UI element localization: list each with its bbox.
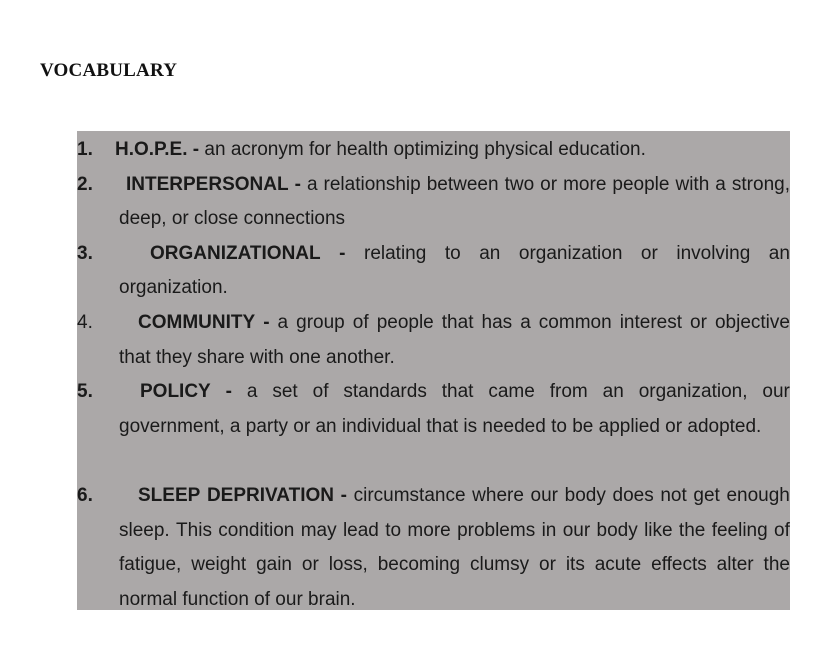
- definition-word: not: [660, 485, 687, 506]
- definition-word: a: [520, 312, 531, 333]
- definition-word: where: [472, 485, 524, 506]
- definition-word: group: [296, 312, 345, 333]
- definition-word: with: [675, 173, 710, 195]
- definition-word: adopted.: [682, 415, 762, 437]
- definition-word: acute: [594, 554, 642, 576]
- term-word: -: [339, 242, 346, 264]
- item-number: 5.: [77, 381, 93, 403]
- definition-word: a: [246, 381, 258, 403]
- definition-word: close: [188, 208, 239, 230]
- vocab-item-line: [77, 308, 790, 338]
- definition-word: that: [441, 312, 474, 333]
- definition-word: government,: [119, 415, 225, 437]
- definition-word: physical: [479, 139, 553, 160]
- vocab-item-line: [77, 204, 790, 234]
- term-word: -: [225, 381, 232, 403]
- definition-word: relationship: [323, 173, 421, 195]
- definition-word: that: [421, 415, 459, 437]
- definition-word: to: [545, 415, 567, 437]
- definition-word: objective: [714, 312, 790, 333]
- definition-word: a: [715, 173, 726, 195]
- definition-word: of: [774, 519, 790, 541]
- definition-word: does: [612, 485, 654, 506]
- term-word: ORGANIZATIONAL: [150, 242, 321, 264]
- definition-word: needed: [477, 415, 546, 437]
- definition-word: an: [479, 242, 501, 264]
- vocab-item-line: [77, 585, 790, 610]
- definition-word: an: [768, 242, 790, 264]
- definition-word: to: [444, 242, 461, 264]
- definition-word: or: [659, 415, 683, 437]
- definition-word: with: [244, 346, 284, 368]
- term-word: DEPRIVATION: [206, 485, 334, 506]
- definition-word: of: [312, 381, 329, 403]
- definition-word: connections: [238, 208, 346, 230]
- definition-word: standards: [343, 381, 427, 403]
- item-number: 2.: [77, 173, 93, 195]
- definition-word: came: [488, 381, 535, 403]
- term-word: INTERPERSONAL: [126, 173, 289, 195]
- definition-word: our: [562, 519, 591, 541]
- definition-word: relating: [364, 242, 427, 264]
- definition-word: fatigue,: [119, 554, 182, 576]
- definition-word: of: [248, 588, 271, 610]
- definition-word: health: [331, 139, 389, 160]
- definition-word: loss,: [328, 554, 368, 576]
- vocab-item-line: [77, 170, 790, 200]
- definition-word: a: [224, 415, 241, 437]
- definition-word: interest: [619, 312, 682, 333]
- item-number: 3.: [77, 242, 93, 264]
- definition-word: for: [303, 139, 332, 160]
- definition-word: gain: [256, 554, 292, 576]
- definition-word: optimizing: [388, 139, 480, 160]
- definition-word: common: [538, 312, 612, 333]
- definition-word: like: [644, 519, 673, 541]
- vocab-item-line: [77, 516, 790, 546]
- definition-word: becoming: [377, 554, 461, 576]
- term-word: SLEEP: [138, 485, 201, 506]
- definition-word: the: [678, 519, 706, 541]
- definition-word: they: [150, 346, 192, 368]
- definition-word: effects: [651, 554, 707, 576]
- definition-word: brain.: [302, 588, 356, 610]
- definition-word: organization: [518, 242, 623, 264]
- definition-word: is: [458, 415, 478, 437]
- definition-word: that: [441, 381, 474, 403]
- definition-word: This: [176, 519, 212, 541]
- definition-word: an: [602, 381, 624, 403]
- term-word: COMMUNITY: [138, 312, 256, 333]
- vocab-item-line: [77, 377, 790, 407]
- definition-word: problems: [457, 519, 536, 541]
- definition-word: people: [612, 173, 670, 195]
- definition-word: education.: [552, 139, 646, 160]
- definition-word: function: [177, 588, 249, 610]
- definition-word: involving: [676, 242, 751, 264]
- definition-word: our: [762, 381, 790, 403]
- term-word: H.O.P.E.: [115, 139, 188, 160]
- definition-word: deep,: [119, 208, 167, 230]
- definition-word: one: [283, 346, 321, 368]
- definition-word: get: [693, 485, 720, 506]
- definition-word: has: [481, 312, 513, 333]
- item-number: 4.: [77, 312, 93, 333]
- definition-word: share: [191, 346, 245, 368]
- vocabulary-list: [77, 131, 790, 610]
- definition-word: sleep.: [119, 519, 170, 541]
- definition-word: clumsy: [469, 554, 530, 576]
- definition-word: between: [426, 173, 499, 195]
- definition-word: a: [277, 312, 289, 333]
- definition-word: from: [549, 381, 588, 403]
- page-heading: VOCABULARY: [40, 60, 178, 81]
- definition-word: set: [272, 381, 298, 403]
- definition-word: or: [288, 415, 311, 437]
- vocab-item-line: [77, 273, 790, 303]
- vocab-item-line: [77, 550, 790, 580]
- definition-word: or: [301, 554, 319, 576]
- definition-word: condition: [218, 519, 295, 541]
- definition-word: circumstance: [353, 485, 466, 506]
- term-word: -: [294, 173, 301, 195]
- definition-word: to: [385, 519, 402, 541]
- definition-word: an: [310, 415, 337, 437]
- definition-word: alter: [716, 554, 754, 576]
- term-word: -: [187, 139, 200, 160]
- definition-word: organization,: [638, 381, 748, 403]
- definition-word: strong,: [731, 173, 790, 195]
- vocab-item-line: [77, 135, 790, 165]
- definition-word: a: [306, 173, 318, 195]
- term-word: -: [340, 485, 347, 506]
- term-word: POLICY: [140, 381, 211, 403]
- definition-word: more: [407, 519, 451, 541]
- vocab-item-line: [77, 412, 790, 442]
- definition-word: more: [563, 173, 607, 195]
- vocab-item-line: [77, 343, 790, 373]
- item-number: 6.: [77, 485, 93, 506]
- vocab-item-line: [77, 239, 790, 269]
- definition-word: people: [376, 312, 434, 333]
- definition-word: that: [119, 346, 151, 368]
- definition-word: party: [240, 415, 289, 437]
- definition-word: our: [270, 588, 303, 610]
- vocab-item-line: [77, 481, 790, 511]
- definition-word: be: [566, 415, 594, 437]
- definition-word: or: [690, 312, 707, 333]
- definition-word: or: [166, 208, 189, 230]
- definition-word: our: [530, 485, 559, 506]
- definition-word: in: [541, 519, 557, 541]
- definition-word: body: [564, 485, 606, 506]
- definition-word: its: [565, 554, 585, 576]
- definition-word: may: [300, 519, 337, 541]
- term-word: -: [263, 312, 270, 333]
- definition-word: acronym: [225, 139, 304, 160]
- definition-word: of: [352, 312, 369, 333]
- definition-word: individual: [336, 415, 422, 437]
- definition-word: feeling: [711, 519, 768, 541]
- definition-word: lead: [342, 519, 379, 541]
- definition-word: or: [640, 242, 658, 264]
- definition-word: body: [596, 519, 638, 541]
- definition-word: the: [763, 554, 790, 576]
- definition-word: applied: [593, 415, 660, 437]
- definition-word: two: [504, 173, 535, 195]
- definition-word: an: [199, 139, 226, 160]
- definition-word: another.: [320, 346, 395, 368]
- definition-word: weight: [191, 554, 247, 576]
- item-number: 1.: [77, 139, 93, 160]
- definition-word: or: [540, 173, 558, 195]
- definition-word: normal: [119, 588, 178, 610]
- definition-word: enough: [726, 485, 790, 506]
- definition-word: organization.: [119, 277, 228, 299]
- definition-word: or: [539, 554, 556, 576]
